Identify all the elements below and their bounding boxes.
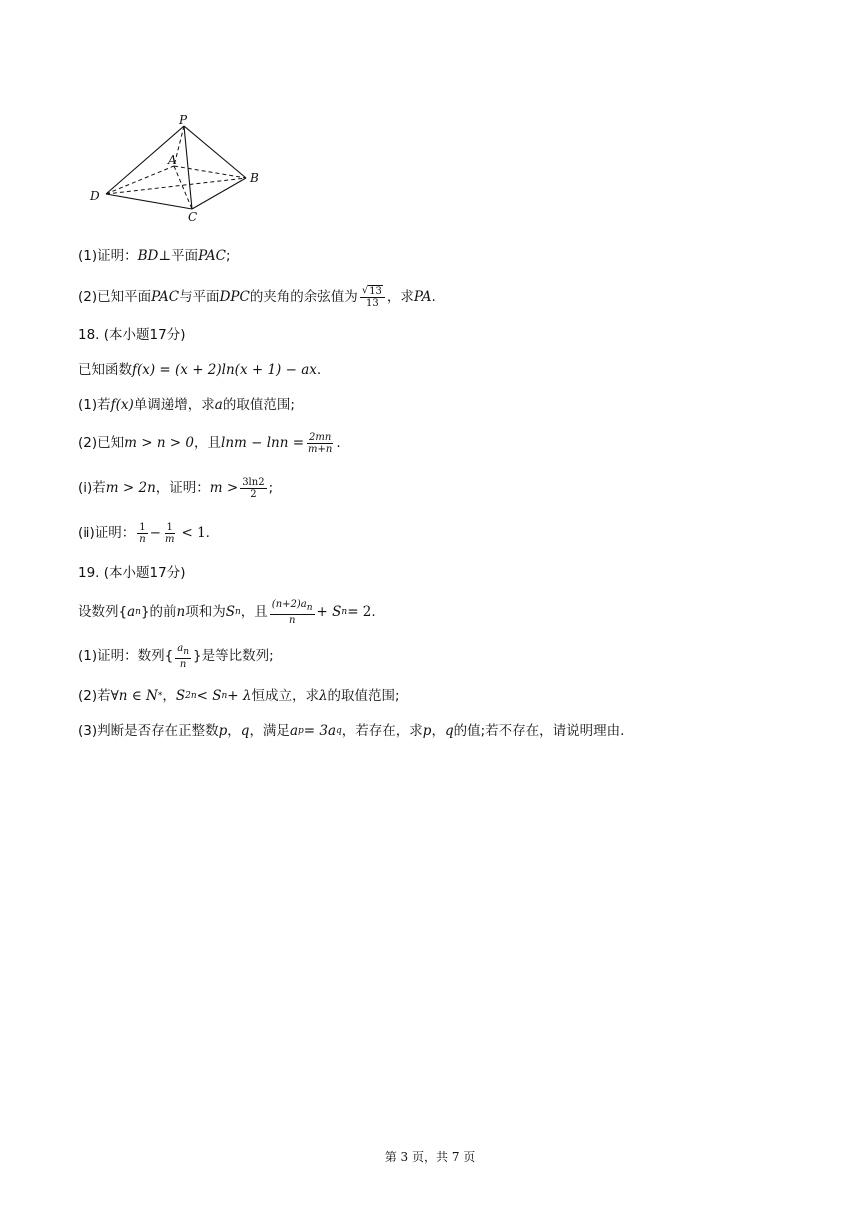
pyramid-figure [84,112,274,224]
q19-part3: (3)判断是否存在正整数 p ， q ，满足 a p = 3a q ，若存在，求 p ， q 的值;若不存在，请说明理由. [78,723,625,739]
q19-header: 19. (本小题17分) [78,565,186,581]
q19-intro-fraction: $\frac{(n+2)a_n}{n}$ [271,598,313,626]
page-footer: 第 3 页，共 7 页 [384,1150,476,1164]
fraction-one-over-m: $\frac{1}{m}$ [164,521,175,545]
vertex-label-a: A [168,153,177,167]
q19-part2: (2)若 ∀n ∈ N * ， S 2n < S n + λ 恒成立，求 λ 的取值范围; [78,688,400,704]
q17-part2: (2)已知平面 PAC 与平面 DPC 的夹角的余弦值为 √ 13 13 ，求 PA . [78,285,436,309]
q18-part2: (2)已知 m > n > 0 ，且 lnm − lnn = $\frac{2mn}{m+n}$ . [78,431,341,455]
edge-ab [174,166,246,178]
edge-da [106,166,174,194]
q18-sub-i: (ⅰ)若 m > 2n ，证明： m > $\frac{3\ln 2}{2}$ ; [78,476,274,500]
edge-pb [184,126,246,178]
q18-sub-ii: (ⅱ)证明： $\frac{1}{n}$ − $\frac{1}{m}$ < 1 . [78,521,210,545]
cosine-fraction: √ 13 13 [360,285,385,309]
edge-cb [192,178,246,209]
edge-pc [184,126,192,209]
q18-part1: (1)若 f(x) 单调递增，求 a 的取值范围; [78,397,295,413]
diag-ac [174,166,192,209]
q18-intro: 已知函数 f(x) = (x + 2)ln(x + 1) − ax . [78,362,322,378]
diag-db [106,178,246,194]
q18-sub-i-fraction: $\frac{3\ln 2}{2}$ [242,476,265,500]
vertex-label-c: C [188,210,198,224]
edge-dc [106,194,192,209]
vertex-label-p: P [179,113,188,127]
q17-part1: (1)证明： BD ⊥ 平面 PAC ; [78,248,231,264]
q18-header: 18. (本小题17分) [78,327,186,343]
vertex-label-d: D [90,189,100,203]
q18-part2-fraction: $\frac{2mn}{m+n}$ [308,431,333,455]
fraction-one-over-n: $\frac{1}{n}$ [139,521,146,545]
q19-part1-fraction: $\frac{a_n}{n}$ [177,642,189,670]
vertex-label-b: B [250,171,259,185]
q19-intro: 设数列{ a n }的前 n 项和为 S n ，且 $\frac{(n+2)a_n}{n}$ + S n = 2 . [78,598,376,626]
q19-part1: (1)证明：数列{ $\frac{a_n}{n}$ }是等比数列; [78,642,274,670]
